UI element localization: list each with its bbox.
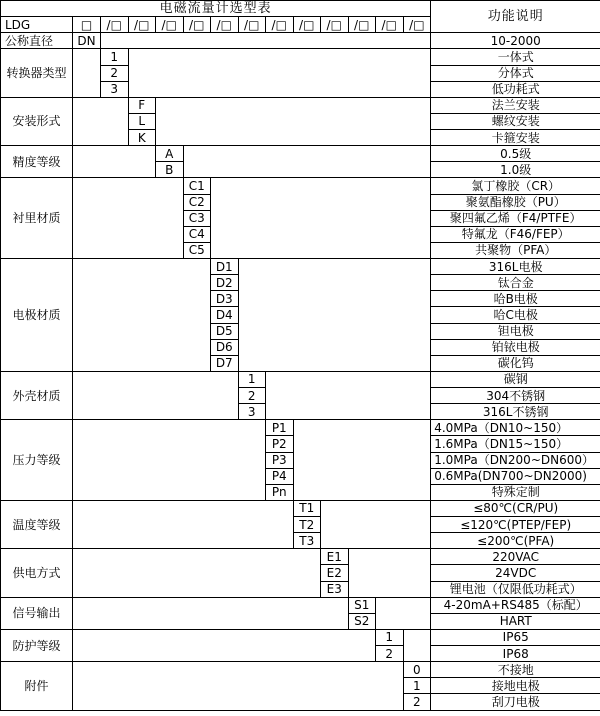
code-cell: 1 bbox=[376, 629, 404, 645]
spacer-cell bbox=[73, 662, 404, 711]
category-pressure-class: 压力等级 bbox=[1, 420, 73, 501]
desc-cell: 10-2000 bbox=[431, 33, 600, 49]
spacer-cell bbox=[73, 500, 294, 548]
category-temperature-class: 温度等级 bbox=[1, 500, 73, 548]
desc-cell: 1.0MPa（DN200~DN600） bbox=[431, 452, 600, 468]
category-signal-output: 信号输出 bbox=[1, 597, 73, 629]
code-cell: P2 bbox=[266, 436, 294, 452]
desc-cell: 法兰安装 bbox=[431, 97, 600, 113]
code-cell: C4 bbox=[183, 226, 211, 242]
code-cell: C1 bbox=[183, 178, 211, 194]
desc-cell: 1.0级 bbox=[431, 162, 600, 178]
desc-cell: 聚四氟乙烯（F4/PTFE） bbox=[431, 210, 600, 226]
spacer-cell bbox=[73, 629, 376, 661]
code-cell: 2 bbox=[403, 694, 431, 711]
model-slot: /□ bbox=[293, 17, 321, 33]
desc-cell: 0.6MPa(DN700~DN2000) bbox=[431, 468, 600, 484]
model-slot: /□ bbox=[101, 17, 129, 33]
spacer-cell bbox=[238, 259, 431, 372]
desc-cell: 氯丁橡胶（CR） bbox=[431, 178, 600, 194]
desc-cell: 共聚物（PFA） bbox=[431, 242, 600, 258]
desc-cell: ≤200℃(PFA) bbox=[431, 533, 600, 549]
spacer-cell bbox=[101, 33, 431, 49]
desc-cell: 刮刀电极 bbox=[431, 694, 600, 711]
spacer-cell bbox=[73, 259, 211, 372]
code-cell: P3 bbox=[266, 452, 294, 468]
desc-cell: 哈B电极 bbox=[431, 291, 600, 307]
category-converter-type: 转换器类型 bbox=[1, 49, 73, 97]
desc-cell: 24VDC bbox=[431, 565, 600, 581]
category-lining-material: 衬里材质 bbox=[1, 178, 73, 259]
code-cell: D2 bbox=[211, 275, 239, 291]
spacer-cell bbox=[376, 597, 431, 629]
spacer-cell bbox=[321, 500, 431, 548]
category-nominal-diameter: 公称直径 bbox=[1, 33, 73, 49]
code-cell: B bbox=[156, 162, 184, 178]
code-cell: S1 bbox=[348, 597, 376, 613]
desc-cell: ≤80℃(CR/PU) bbox=[431, 500, 600, 516]
function-column-header: 功能说明 bbox=[431, 1, 600, 33]
spacer-cell bbox=[73, 178, 184, 259]
code-cell: F bbox=[128, 97, 156, 113]
spacer-cell bbox=[73, 549, 321, 597]
category-protection-class: 防护等级 bbox=[1, 629, 73, 661]
desc-cell: 钛合金 bbox=[431, 275, 600, 291]
category-power-supply: 供电方式 bbox=[1, 549, 73, 597]
desc-cell: 一体式 bbox=[431, 49, 600, 65]
desc-cell: 碳钢 bbox=[431, 371, 600, 387]
spacer-cell bbox=[73, 597, 349, 629]
code-cell: S2 bbox=[348, 613, 376, 629]
spacer-cell bbox=[156, 97, 431, 145]
desc-cell: 220VAC bbox=[431, 549, 600, 565]
model-slot: /□ bbox=[348, 17, 376, 33]
desc-cell: 4-20mA+RS485（标配） bbox=[431, 597, 600, 613]
code-cell: 3 bbox=[101, 81, 129, 97]
desc-cell: ≤120℃(PTEP/FEP) bbox=[431, 517, 600, 533]
spacer-cell bbox=[403, 629, 431, 661]
desc-cell: 316L电极 bbox=[431, 259, 600, 275]
desc-cell: 特氟龙（F46/FEP） bbox=[431, 226, 600, 242]
desc-cell: 哈C电极 bbox=[431, 307, 600, 323]
code-cell: D5 bbox=[211, 323, 239, 339]
desc-cell: 304不锈钢 bbox=[431, 388, 600, 404]
model-slot: /□ bbox=[183, 17, 211, 33]
spacer-cell bbox=[266, 371, 431, 419]
model-slot: /□ bbox=[403, 17, 431, 33]
code-cell: C5 bbox=[183, 242, 211, 258]
desc-cell: 低功耗式 bbox=[431, 81, 600, 97]
table-title: 电磁流量计选型表 bbox=[1, 1, 431, 17]
desc-cell: 锂电池（仅限低功耗式） bbox=[431, 581, 600, 597]
code-cell: T2 bbox=[293, 517, 321, 533]
code-cell: T3 bbox=[293, 533, 321, 549]
model-first-box: □ bbox=[73, 17, 101, 33]
desc-cell: 钽电极 bbox=[431, 323, 600, 339]
code-cell: 1 bbox=[101, 49, 129, 65]
code-cell: D4 bbox=[211, 307, 239, 323]
code-cell: 1 bbox=[403, 678, 431, 694]
desc-cell: 4.0MPa（DN10~150） bbox=[431, 420, 600, 436]
code-cell: Pn bbox=[266, 484, 294, 500]
code-cell: 2 bbox=[376, 646, 404, 662]
code-cell: L bbox=[128, 113, 156, 129]
model-slot: /□ bbox=[266, 17, 294, 33]
category-electrode-material: 电极材质 bbox=[1, 259, 73, 372]
spacer-cell bbox=[211, 178, 431, 259]
code-cell: E2 bbox=[321, 565, 349, 581]
desc-cell: 碳化钨 bbox=[431, 355, 600, 371]
code-cell: E3 bbox=[321, 581, 349, 597]
category-installation-form: 安装形式 bbox=[1, 97, 73, 145]
model-slot: /□ bbox=[238, 17, 266, 33]
model-prefix: LDG bbox=[1, 17, 73, 33]
spacer-cell bbox=[73, 146, 156, 178]
code-cell: D3 bbox=[211, 291, 239, 307]
code-cell: D6 bbox=[211, 339, 239, 355]
spacer-cell bbox=[183, 146, 431, 178]
desc-cell: 卡箍安装 bbox=[431, 130, 600, 146]
spacer-cell bbox=[73, 371, 239, 419]
model-slot: /□ bbox=[128, 17, 156, 33]
code-cell: C3 bbox=[183, 210, 211, 226]
code-cell: DN bbox=[73, 33, 101, 49]
spacer-cell bbox=[128, 49, 431, 97]
code-cell: 0 bbox=[403, 662, 431, 678]
desc-cell: 分体式 bbox=[431, 65, 600, 81]
code-cell: 1 bbox=[238, 371, 266, 387]
category-housing-material: 外壳材质 bbox=[1, 371, 73, 419]
code-cell: P4 bbox=[266, 468, 294, 484]
code-cell: T1 bbox=[293, 500, 321, 516]
model-slot: /□ bbox=[376, 17, 404, 33]
desc-cell: 铂铱电极 bbox=[431, 339, 600, 355]
spacer-cell bbox=[73, 49, 101, 97]
code-cell: E1 bbox=[321, 549, 349, 565]
code-cell: A bbox=[156, 146, 184, 162]
code-cell: C2 bbox=[183, 194, 211, 210]
spacer-cell bbox=[73, 97, 129, 145]
desc-cell: 1.6MPa（DN15~150） bbox=[431, 436, 600, 452]
code-cell: 2 bbox=[101, 65, 129, 81]
code-cell: K bbox=[128, 130, 156, 146]
spacer-cell bbox=[73, 420, 266, 501]
model-slot: /□ bbox=[211, 17, 239, 33]
desc-cell: 不接地 bbox=[431, 662, 600, 678]
desc-cell: HART bbox=[431, 613, 600, 629]
spacer-cell bbox=[348, 549, 431, 597]
desc-cell: 316L不锈钢 bbox=[431, 404, 600, 420]
desc-cell: 0.5级 bbox=[431, 146, 600, 162]
desc-cell: 特殊定制 bbox=[431, 484, 600, 500]
code-cell: P1 bbox=[266, 420, 294, 436]
code-cell: D1 bbox=[211, 259, 239, 275]
category-accuracy-class: 精度等级 bbox=[1, 146, 73, 178]
desc-cell: IP65 bbox=[431, 629, 600, 645]
desc-cell: IP68 bbox=[431, 646, 600, 662]
model-slot: /□ bbox=[321, 17, 349, 33]
code-cell: 3 bbox=[238, 404, 266, 420]
spacer-cell bbox=[293, 420, 431, 501]
desc-cell: 螺纹安装 bbox=[431, 113, 600, 129]
code-cell: 2 bbox=[238, 388, 266, 404]
desc-cell: 聚氨酯橡胶（PU） bbox=[431, 194, 600, 210]
code-cell: D7 bbox=[211, 355, 239, 371]
category-accessories: 附件 bbox=[1, 662, 73, 711]
model-slot: /□ bbox=[156, 17, 184, 33]
desc-cell: 接地电极 bbox=[431, 678, 600, 694]
